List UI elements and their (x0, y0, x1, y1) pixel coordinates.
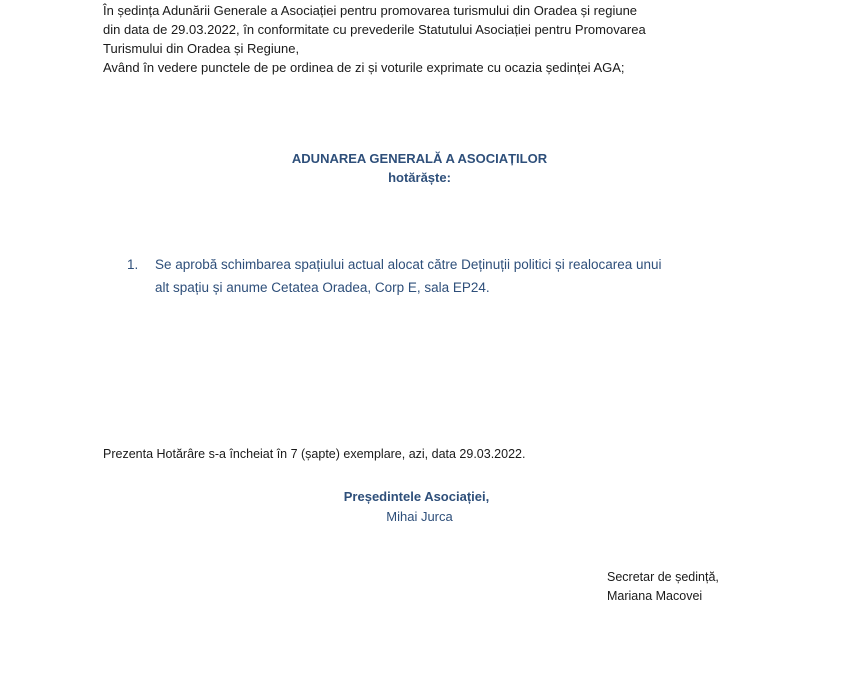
secretary-signature-block (607, 568, 719, 606)
closing-statement: Prezenta Hotărâre s-a încheiat în 7 (șapte) exemplare, azi, data 29.03.2022. (103, 447, 526, 461)
intro-line: din data de 29.03.2022, în conformitate cu prevederile Statutului Asociației pentru Promovarea (103, 22, 646, 37)
decision-line: Se aprobă schimbarea spațiului actual alocat către Deținuții politici și realocarea unui (155, 257, 662, 272)
decision-text (155, 253, 752, 299)
decides-subheading: hotărăște: (388, 170, 451, 185)
intro-line: Având în vedere punctele de pe ordinea de zi și voturile exprimate cu ocazia ședinței AGA; (103, 60, 625, 75)
intro-paragraph (103, 1, 763, 77)
president-title: Președintele Asociației, (343, 489, 490, 504)
assembly-heading: ADUNAREA GENERALĂ A ASOCIAȚILOR (291, 151, 548, 166)
decision-item (127, 253, 752, 299)
decision-line: alt spațiu și anume Cetatea Oradea, Corp E, sala EP24. (155, 280, 490, 295)
president-name: Mihai Jurca (386, 509, 453, 524)
intro-line: În ședința Adunării Generale a Asociației pentru promovarea turismului din Oradea și regiune (103, 3, 638, 18)
decision-number: 1. (127, 257, 139, 272)
secretary-title: Secretar de ședință, (607, 570, 719, 584)
secretary-name: Mariana Macovei (607, 589, 703, 603)
intro-line: Turismului din Oradea și Regiune, (103, 41, 300, 56)
